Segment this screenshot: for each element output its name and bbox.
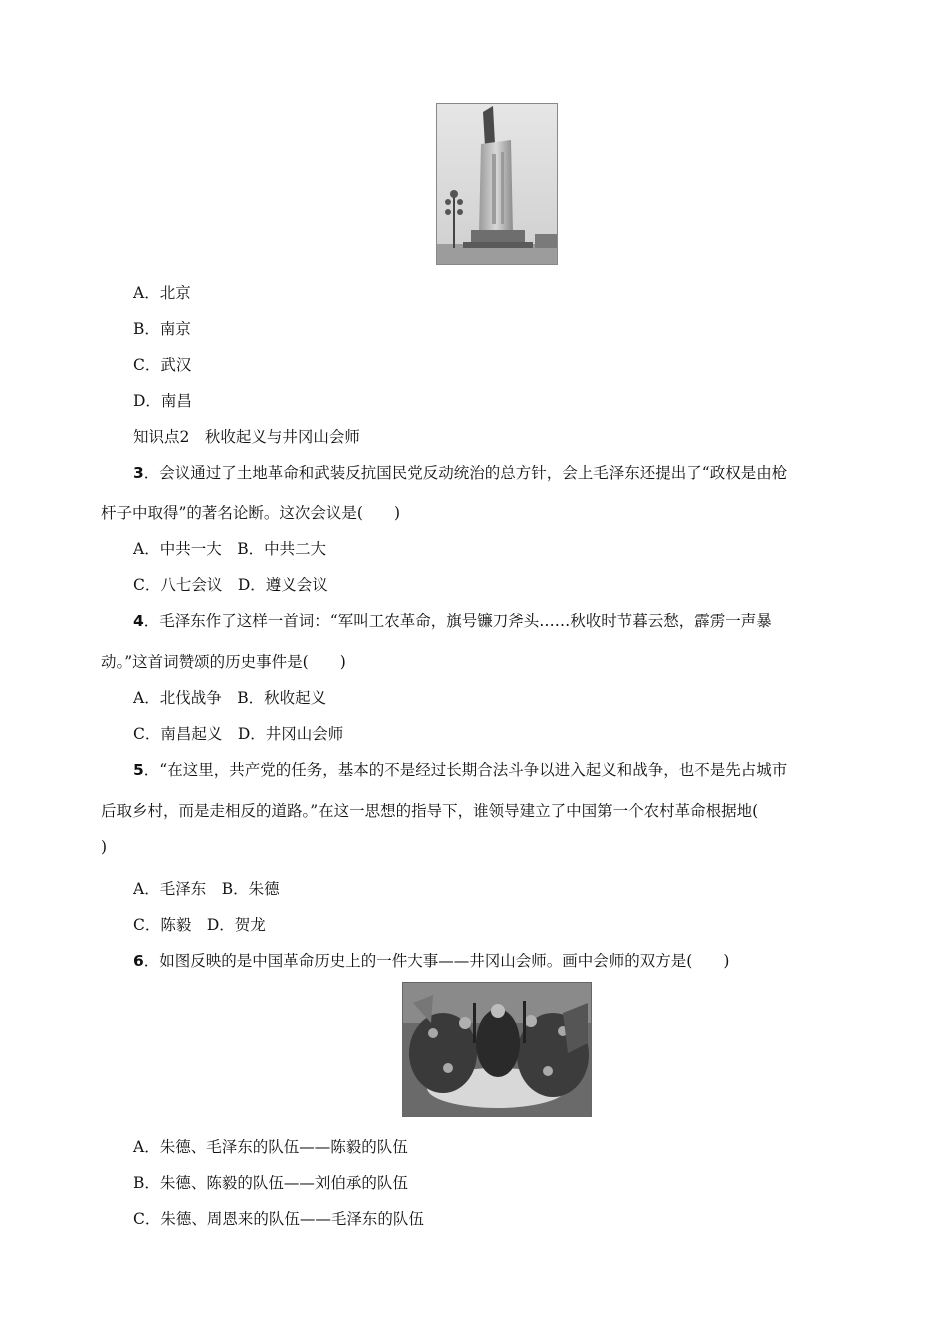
q4-options-row1: A．北伐战争 B．秋收起义 — [133, 689, 327, 707]
q5-number: 5 — [133, 761, 144, 779]
monument-photo — [436, 103, 558, 265]
q5-text: ．“在这里，共产党的任务，基本的不是经过长期合法斗争以进入起义和战争，也不是先占城市 — [143, 761, 788, 779]
q4-text: ．毛泽东作了这样一首词：“军叫工农革命，旗号镰刀斧头……秋收时节暮云愁，霹雳一声暴 — [143, 612, 772, 630]
q3-number: 3 — [133, 464, 144, 482]
section-heading: 知识点2 秋收起义与井冈山会师 — [133, 428, 360, 446]
monument-image — [437, 104, 557, 264]
q5-line2: 后取乡村，而是走相反的道路。”在这一思想的指导下，谁领导建立了中国第一个农村革命根据地( — [101, 802, 759, 820]
q3-options-row1: A．中共一大 B．中共二大 — [133, 540, 327, 558]
q6-option-a: A．朱德、毛泽东的队伍——陈毅的队伍 — [133, 1138, 408, 1156]
q6-number: 6 — [133, 952, 144, 970]
q2-option-a: A．北京 — [133, 284, 191, 302]
q6-line1 — [133, 949, 729, 971]
q2-option-b: B．南京 — [133, 320, 191, 338]
q4-options-row2: C．南昌起义 D．井冈山会师 — [133, 725, 344, 743]
q4-number: 4 — [133, 612, 144, 630]
q3-line1 — [133, 461, 787, 483]
q3-options-row2: C．八七会议 D．遵义会议 — [133, 576, 328, 594]
q6-option-c: C．朱德、周恩来的队伍——毛泽东的队伍 — [133, 1210, 424, 1228]
q2-option-c: C．武汉 — [133, 356, 192, 374]
q5-options-row1: A．毛泽东 B．朱德 — [133, 880, 280, 898]
q4-line2: 动。”这首词赞颂的历史事件是( ) — [101, 653, 346, 671]
q6-option-b: B．朱德、陈毅的队伍——刘伯承的队伍 — [133, 1174, 408, 1192]
q6-text: ．如图反映的是中国革命历史上的一件大事——井冈山会师。画中会师的双方是( ) — [143, 952, 730, 970]
q2-option-d: D．南昌 — [133, 392, 192, 410]
q4-line1 — [133, 609, 772, 631]
painting-image — [403, 983, 591, 1116]
q5-line1 — [133, 758, 787, 780]
q5-line3: ) — [101, 838, 108, 856]
q5-options-row2: C．陈毅 D．贺龙 — [133, 916, 266, 934]
q3-line2: 杆子中取得”的著名论断。这次会议是( ) — [101, 504, 401, 522]
jinggangshan-painting — [402, 982, 592, 1117]
q3-text: ．会议通过了土地革命和武装反抗国民党反动统治的总方针，会上毛泽东还提出了“政权是由枪 — [143, 464, 788, 482]
